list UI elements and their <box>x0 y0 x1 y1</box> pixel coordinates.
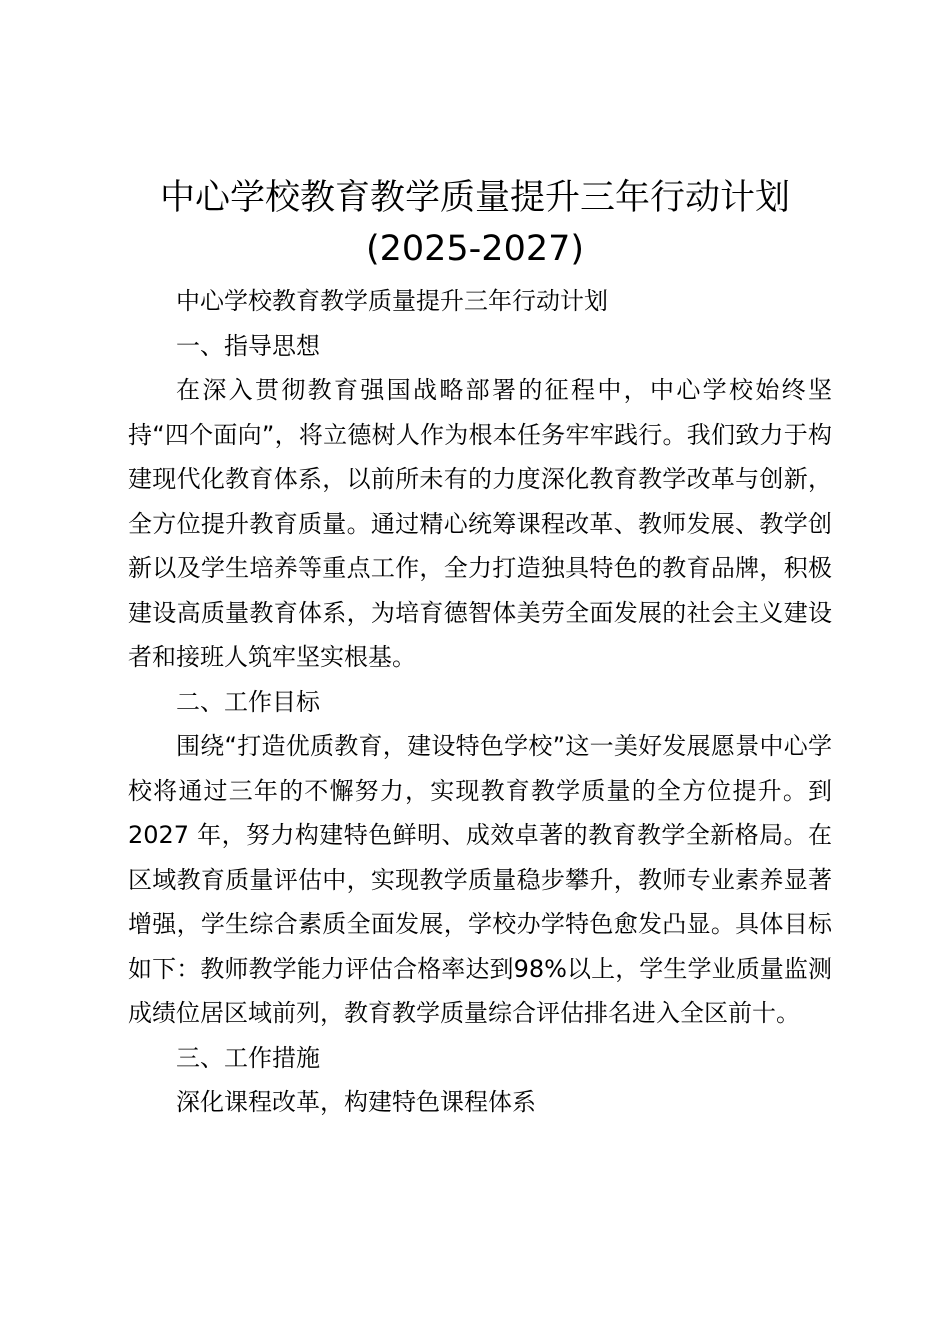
measure-subheading: 深化课程改革，构建特色课程体系 <box>176 1088 536 1116</box>
document-title-years: (2025-2027) <box>365 229 585 269</box>
plan-name-paragraph: 中心学校教育教学质量提升三年行动计划 <box>176 287 608 315</box>
section-heading-work-measures: 三、工作措施 <box>176 1043 320 1072</box>
document-title: 中心学校教育教学质量提升三年行动计划 <box>159 178 790 218</box>
section-heading-work-goals: 二、工作目标 <box>176 687 320 716</box>
section-heading-guiding-ideology: 一、指导思想 <box>176 331 320 360</box>
work-goals-paragraph: 围绕“打造优质教育，建设特色学校”这一美好发展愿景中心学校将通过三年的不懈努力，实现教育教学质量的全方位提升。到 2027 年，努力构建特色鲜明、成效卓著的教育教学全新格局。在区域教育质量评估中，实现教学质量稳步攀升，教师专业素养显著增强，学生综合素质全面发展，学校办学特色愈发凸显。具体目标如下：教师教学能力评估合格率达到98%以上，学生学业质量监测成绩位居区域前列，教育教学质量综合评估排名进入全区前十。 <box>128 732 832 1027</box>
document-body <box>128 279 832 1125</box>
guiding-ideology-paragraph: 在深入贯彻教育强国战略部署的征程中，中心学校始终坚持“四个面向”，将立德树人作为根本任务牢牢践行。我们致力于构建现代化教育体系，以前所未有的力度深化教育教学改革与创新，全方位提升教育质量。通过精心统筹课程改革、教师发展、教学创新以及学生培养等重点工作，全力打造独具特色的教育品牌，积极建设高质量教育体系，为培育德智体美劳全面发展的社会主义建设者和接班人筑牢坚实根基。 <box>128 376 832 671</box>
